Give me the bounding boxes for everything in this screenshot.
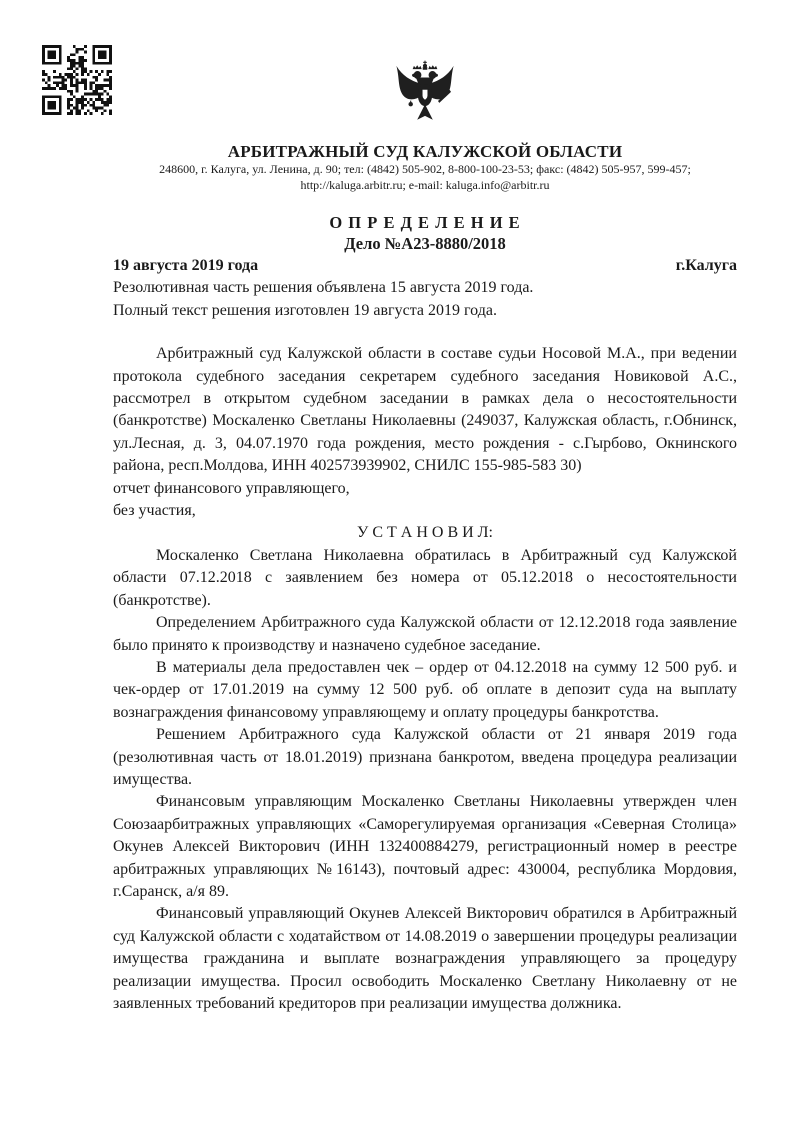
resolutive-part-line: Резолютивная часть решения объявлена 15 августа 2019 года. (113, 279, 534, 297)
full-text-line: Полный текст решения изготовлен 19 августа 2019 года. (113, 301, 497, 319)
ruling-paragraph: В материалы дела предоставлен чек – ордер от 04.12.2018 на сумму 12 500 руб. и чек-ордер от 17.01.2019 на сумму 12 500 руб. об оплате в депозит суда на выплату вознаграждения финансовому управляющему и оплату процедуры банкротства. (113, 658, 737, 721)
court-contacts-line: http://kaluga.arbitr.ru; e-mail: kaluga.info@arbitr.ru (300, 177, 550, 192)
ruling-heading: У С Т А Н О В И Л: (357, 524, 493, 542)
document-content (113, 0, 737, 1015)
date-city-row (113, 255, 737, 277)
coat-of-arms-icon (392, 60, 458, 138)
court-name: АРБИТРАЖНЫЙ СУД КАЛУЖСКОЙ ОБЛАСТИ (227, 142, 623, 161)
intro-paragraph: Арбитражный суд Калужской области в составе судьи Носовой М.А., при ведении протокола судебного заседания секретарем судебного заседания Новиковой А.С., рассмотрел в открытом судебном заседании в рамках дела о несостоятельности (банкротстве) Москаленко Светланы Николаевны (249037, Калужская область, г.Обнинск, ул.Лесная, д. 3, 04.07.1970 года рождения, место рождения - с.Гырбово, Окнинского района, респ.Молдова, ИНН 402573939902, СНИЛС 155-985-583 30) (113, 345, 737, 475)
qr-code-icon (42, 45, 112, 115)
decision-date: 19 августа 2019 года (113, 257, 259, 274)
city-label: г.Калуга (675, 257, 737, 274)
ruling-paragraph: Финансовым управляющим Москаленко Светланы Николаевны утвержден член Союзаарбитражных управляющих «Саморегулируемая организация «Северная Столица» Окунев Алексей Викторович (ИНН 132400884279, регистрационный номер в реестре арбитражных управляющих №16143), почтовый адрес: 430004, республика Мордовия, г.Саранск, а/я 89. (113, 793, 737, 900)
ruling-paragraph: Москаленко Светлана Николаевна обратилась в Арбитражный суд Калужской области 07.12.2018 с заявлением без номера от 05.12.2018 о несостоятельности (банкротстве). (113, 546, 737, 609)
case-number: Дело №А23-8880/2018 (344, 234, 506, 253)
court-address-line: 248600, г. Калуга, ул. Ленина, д. 90; тел: (4842) 505-902, 8-800-100-23-53; факс: (4842) 505-957, 599-457; (159, 162, 691, 176)
spacer (113, 322, 737, 343)
ruling-paragraph: Финансовый управляющий Окунев Алексей Викторович обратился в Арбитражный суд Калужской области с ходатайством от 14.08.2019 о завершении процедуры реализации имущества гражданина и выплате вознаграждения управляющего за процедуру реализации имущества. Просил освободить Москаленко Светлану Николаевну от не заявленных требований кредиторов при реализации имущества должника. (113, 905, 737, 1012)
document-type-title: О П Р Е Д Е Л Е Н И Е (329, 213, 521, 232)
ruling-paragraph: Определением Арбитражного суда Калужской области от 12.12.2018 года заявление было принято к производству и назначено судебное заседание. (113, 614, 737, 654)
ruling-paragraph: Решением Арбитражного суда Калужской области от 21 января 2019 года (резолютивная часть от 18.01.2019) признана банкротом, введена процедура реализации имущества. (113, 726, 737, 788)
attendance-line: без участия, (113, 502, 196, 520)
report-line: отчет финансового управляющего, (113, 479, 350, 497)
